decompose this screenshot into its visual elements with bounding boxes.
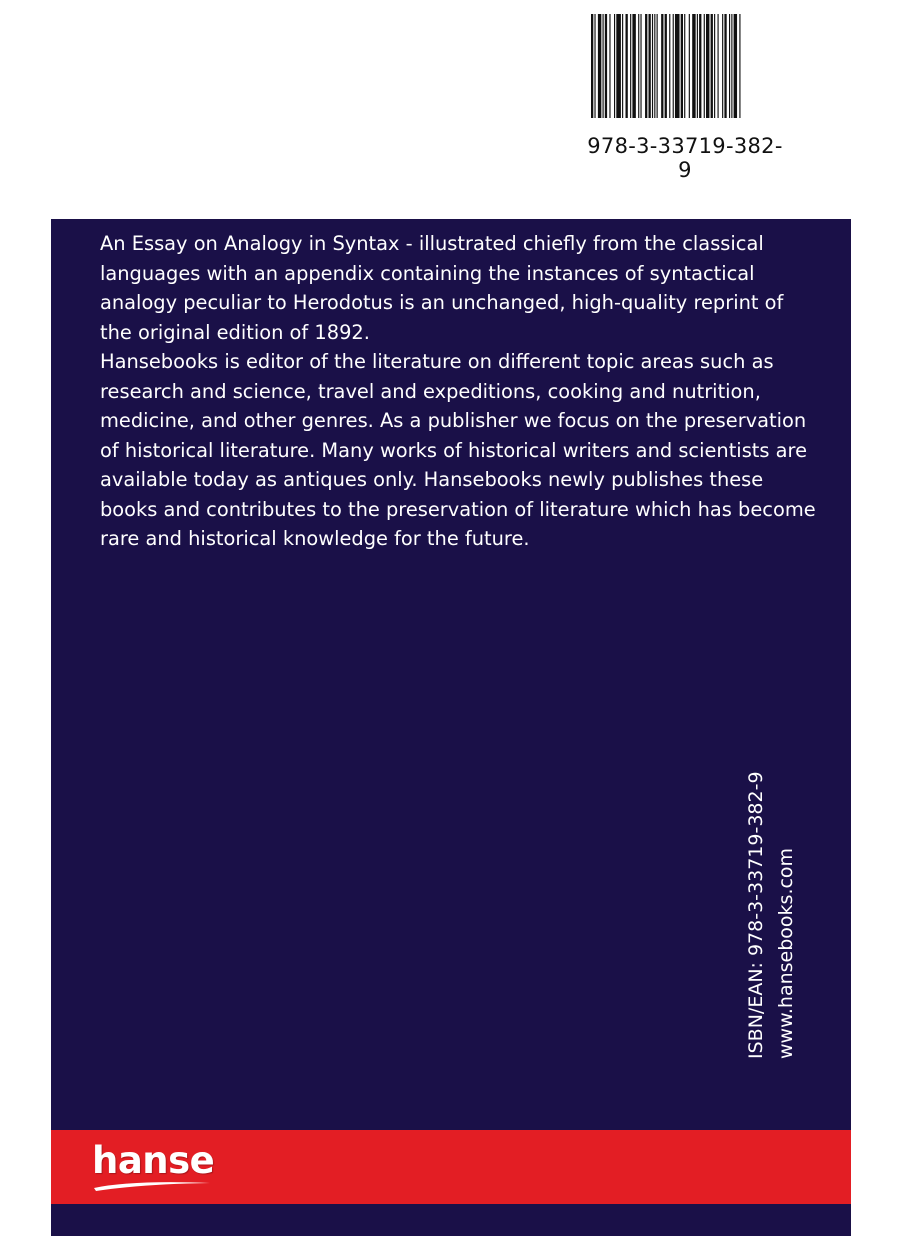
barcode-bar bbox=[697, 14, 698, 118]
barcode-bar bbox=[638, 14, 639, 118]
barcode-bar bbox=[605, 14, 607, 118]
barcode-bar bbox=[729, 14, 730, 118]
blurb-paragraph-2: Hansebooks is editor of the literature on different topic areas such as research and science, travel and expeditions, cooking and nutrition, medicine, and other genres. As a publisher we focus on the preservation of historical literature. Many works of historical writers and scientists are available today as antiques only. Hansebooks newly publishes these books and contributes to the preservation of literature which has become rare and historical knowledge for the future. bbox=[100, 350, 816, 550]
barcode-bar bbox=[594, 14, 595, 118]
barcode-bar bbox=[622, 14, 623, 118]
isbn-text: ISBN/EAN: 978-3-33719-382-9 bbox=[745, 771, 767, 1059]
barcode-number: 978-3-33719-382-9 bbox=[587, 134, 783, 182]
barcode-bar bbox=[692, 14, 695, 118]
barcode-bar bbox=[739, 14, 740, 118]
publisher-logo bbox=[92, 1138, 222, 1196]
spine-info bbox=[741, 771, 801, 1059]
barcode-bar bbox=[681, 14, 683, 118]
barcode-bar bbox=[616, 14, 621, 118]
barcode-bar bbox=[661, 14, 663, 118]
barcode-bar bbox=[724, 14, 726, 118]
blurb-paragraph-1: An Essay on Analogy in Syntax - illustrated chiefly from the classical languages with an appendix containing the instances of syntactical analogy peculiar to Herodotus is an unchanged, high-quality reprint of the original edition of 1892. bbox=[100, 232, 784, 344]
barcode-bar bbox=[731, 14, 732, 118]
barcode bbox=[585, 14, 785, 182]
barcode-bar bbox=[704, 14, 705, 118]
barcode-bar bbox=[665, 14, 667, 118]
barcode-bar bbox=[614, 14, 615, 118]
barcode-bar bbox=[603, 14, 604, 118]
barcode-bar bbox=[722, 14, 723, 118]
barcode-bar bbox=[684, 14, 685, 118]
barcode-bar bbox=[718, 14, 719, 118]
hanse-swoosh-icon bbox=[92, 1178, 212, 1192]
barcode-bar bbox=[591, 14, 593, 118]
barcode-bar bbox=[673, 14, 674, 118]
publisher-band bbox=[51, 1130, 851, 1204]
barcode-bar bbox=[652, 14, 653, 118]
website-text: www.hansebooks.com bbox=[775, 847, 797, 1059]
barcode-bar bbox=[654, 14, 655, 118]
barcode-bar bbox=[640, 14, 641, 118]
barcode-bar bbox=[630, 14, 631, 118]
barcode-bar bbox=[649, 14, 651, 118]
barcode-bar bbox=[689, 14, 690, 118]
barcode-bars bbox=[589, 14, 781, 130]
cover-panel bbox=[51, 219, 851, 1236]
barcode-bar bbox=[609, 14, 610, 118]
blurb bbox=[100, 229, 820, 554]
barcode-bar bbox=[706, 14, 709, 118]
barcode-bar bbox=[675, 14, 680, 118]
barcode-bar bbox=[632, 14, 635, 118]
barcode-bar bbox=[714, 14, 715, 118]
barcode-bar bbox=[711, 14, 713, 118]
barcode-bar bbox=[669, 14, 670, 118]
barcode-bar bbox=[657, 14, 658, 118]
barcode-bar bbox=[699, 14, 701, 118]
logo-text: hanse bbox=[92, 1139, 215, 1182]
barcode-bar bbox=[626, 14, 628, 118]
barcode-bar bbox=[734, 14, 737, 118]
barcode-bar bbox=[645, 14, 647, 118]
barcode-bar bbox=[598, 14, 601, 118]
